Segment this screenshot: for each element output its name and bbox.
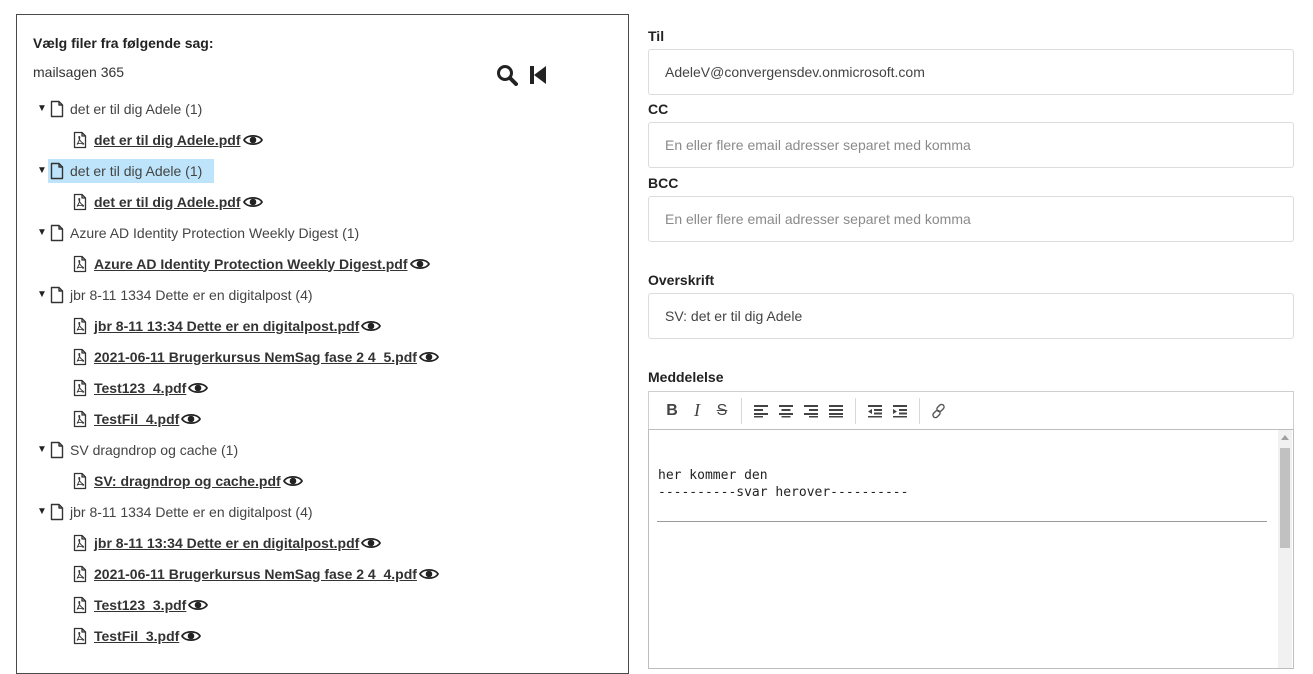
toolbar-divider: [855, 398, 856, 424]
tree-file: [17, 589, 628, 620]
file-link[interactable]: Test123_4.pdf: [94, 379, 187, 396]
folder-item[interactable]: [50, 285, 317, 305]
folder-label: det er til dig Adele (1): [70, 162, 203, 179]
caret-down-icon[interactable]: ▼: [37, 444, 47, 455]
eye-icon[interactable]: [243, 133, 263, 147]
caret-down-icon[interactable]: ▼: [37, 227, 47, 238]
to-field[interactable]: AdeleV@convergensdev.onmicrosoft.com: [648, 49, 1294, 95]
folder-label: jbr 8-11 1334 Dette er en digitalpost (4): [70, 503, 313, 520]
pdf-file-icon: [73, 410, 87, 428]
subject-label: Overskrift: [648, 272, 715, 288]
tree-folder[interactable]: [17, 434, 628, 465]
folder-item[interactable]: [50, 440, 242, 460]
document-icon: [50, 162, 64, 180]
folder-item[interactable]: [50, 223, 363, 243]
file-picker-panel: [16, 14, 629, 674]
pdf-file-icon: [73, 317, 87, 335]
document-icon: [50, 224, 64, 242]
tree-file: [17, 341, 628, 372]
file-link[interactable]: TestFil_4.pdf: [94, 410, 180, 427]
cc-field[interactable]: En eller flere email adresser separet med komma: [648, 122, 1294, 168]
align-right-icon[interactable]: [800, 400, 822, 422]
tree-folder[interactable]: [17, 217, 628, 248]
tree-file: [17, 124, 628, 155]
cc-label: CC: [648, 101, 669, 117]
bcc-label: BCC: [648, 175, 679, 191]
pdf-file-icon: [73, 348, 87, 366]
file-link[interactable]: 2021-06-11 Brugerkursus NemSag fase 2 4_5.pdf: [94, 348, 417, 365]
message-line: her kommer den: [658, 468, 768, 483]
tree-file: [17, 403, 628, 434]
tree-file: [17, 248, 628, 279]
pdf-file-icon: [73, 534, 87, 552]
eye-icon[interactable]: [188, 598, 208, 612]
indent-icon[interactable]: [889, 400, 911, 422]
message-label: Meddelelse: [648, 369, 724, 385]
bcc-field[interactable]: En eller flere email adresser separet med komma: [648, 196, 1294, 242]
eye-icon[interactable]: [361, 319, 381, 333]
align-center-icon[interactable]: [775, 400, 797, 422]
caret-down-icon[interactable]: ▼: [37, 165, 47, 176]
eye-icon[interactable]: [243, 195, 263, 209]
search-icon[interactable]: [496, 64, 518, 86]
panel-heading: Vælg filer fra følgende sag:: [33, 35, 214, 51]
message-content[interactable]: [658, 467, 908, 501]
scroll-up-icon[interactable]: [1281, 435, 1289, 440]
file-link[interactable]: det er til dig Adele.pdf: [94, 193, 241, 210]
folder-label: Azure AD Identity Protection Weekly Digest (1): [70, 224, 360, 241]
eye-icon[interactable]: [181, 412, 201, 426]
editor-toolbar: [648, 391, 1294, 429]
folder-item[interactable]: [50, 502, 317, 522]
caret-down-icon[interactable]: ▼: [37, 103, 47, 114]
tree-file: [17, 558, 628, 589]
folder-label: SV dragndrop og cache (1): [70, 441, 239, 458]
eye-icon[interactable]: [419, 350, 439, 364]
document-icon: [50, 286, 64, 304]
horizontal-rule: [657, 521, 1267, 522]
file-tree: [17, 93, 628, 651]
pdf-file-icon: [73, 472, 87, 490]
to-label: Til: [648, 28, 665, 44]
eye-icon[interactable]: [410, 257, 430, 271]
message-editor[interactable]: [648, 429, 1294, 669]
scroll-thumb[interactable]: [1280, 448, 1290, 548]
outdent-icon[interactable]: [864, 400, 886, 422]
tree-file: [17, 186, 628, 217]
pdf-file-icon: [73, 379, 87, 397]
eye-icon[interactable]: [419, 567, 439, 581]
tree-folder[interactable]: [17, 93, 628, 124]
folder-item[interactable]: [50, 99, 206, 119]
eye-icon[interactable]: [188, 381, 208, 395]
pdf-file-icon: [73, 255, 87, 273]
file-link[interactable]: Test123_3.pdf: [94, 596, 187, 613]
align-justify-icon[interactable]: [825, 400, 847, 422]
bold-button[interactable]: B: [666, 401, 678, 419]
file-link[interactable]: jbr 8-11 13:34 Dette er en digitalpost.pdf: [94, 534, 360, 551]
file-link[interactable]: det er til dig Adele.pdf: [94, 131, 241, 148]
tree-file: [17, 372, 628, 403]
case-name: mailsagen 365: [33, 64, 125, 80]
folder-label: det er til dig Adele (1): [70, 100, 203, 117]
editor-scrollbar[interactable]: [1278, 430, 1292, 668]
skip-back-icon[interactable]: [528, 65, 548, 85]
message-line: ----------svar herover----------: [658, 485, 909, 500]
tree-file: [17, 310, 628, 341]
folder-label: jbr 8-11 1334 Dette er en digitalpost (4): [70, 286, 313, 303]
pdf-file-icon: [73, 565, 87, 583]
file-link[interactable]: Azure AD Identity Protection Weekly Digest.pdf: [94, 255, 408, 272]
document-icon: [50, 503, 64, 521]
tree-folder[interactable]: [17, 496, 628, 527]
file-link[interactable]: 2021-06-11 Brugerkursus NemSag fase 2 4_4.pdf: [94, 565, 417, 582]
align-left-icon[interactable]: [750, 400, 772, 422]
toolbar-divider: [919, 398, 920, 424]
caret-down-icon[interactable]: ▼: [37, 506, 47, 517]
toolbar-divider: [741, 398, 742, 424]
pdf-file-icon: [73, 131, 87, 149]
tree-folder[interactable]: [17, 279, 628, 310]
tree-file: [17, 465, 628, 496]
folder-item[interactable]: [48, 159, 214, 183]
document-icon: [50, 441, 64, 459]
caret-down-icon[interactable]: ▼: [37, 289, 47, 300]
pdf-file-icon: [73, 627, 87, 645]
file-link[interactable]: jbr 8-11 13:34 Dette er en digitalpost.pdf: [94, 317, 360, 334]
link-icon[interactable]: [928, 400, 950, 422]
eye-icon[interactable]: [181, 629, 201, 643]
strikethrough-button[interactable]: S: [716, 401, 728, 419]
tree-file: [17, 527, 628, 558]
subject-field[interactable]: SV: det er til dig Adele: [648, 293, 1294, 339]
italic-button[interactable]: I: [694, 400, 700, 420]
tree-file: [17, 620, 628, 651]
pdf-file-icon: [73, 596, 87, 614]
file-link[interactable]: SV: dragndrop og cache.pdf: [94, 472, 281, 489]
eye-icon[interactable]: [361, 536, 381, 550]
file-link[interactable]: TestFil_3.pdf: [94, 627, 180, 644]
pdf-file-icon: [73, 193, 87, 211]
tree-folder[interactable]: [17, 155, 628, 186]
document-icon: [50, 100, 64, 118]
eye-icon[interactable]: [283, 474, 303, 488]
